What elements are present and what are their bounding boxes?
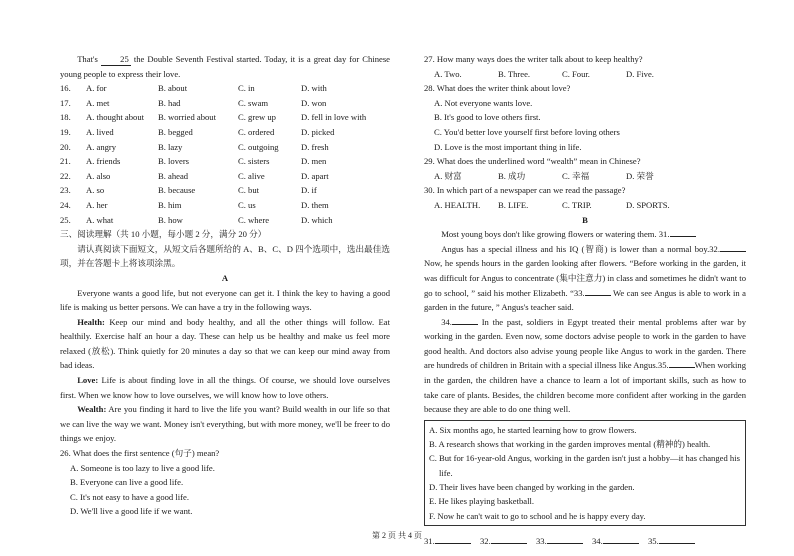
- cloze-option-row: 19. A. lived B. begged C. ordered D. picked: [60, 126, 335, 137]
- box-option: E. He likes playing basketball.: [429, 496, 535, 507]
- question-27-stem: 27. How many ways does the writer talk about to keep healthy?: [424, 54, 643, 64]
- sentence-options-box: [424, 420, 746, 526]
- cloze-option-row: 17. A. met B. had C. swam D. won: [60, 97, 327, 108]
- cloze-option-row: 20. A. angry B. lazy C. outgoing D. fresh: [60, 141, 329, 152]
- question-26-stem: 26. What does the first sentence (句子) mean?: [60, 448, 220, 459]
- passage-a-paragraph: Love: Life is about finding love in all the things. Of course, we should love ourselves first. When we know how to love ourselves, we will know how to love others.: [60, 375, 390, 400]
- cloze-option-row: 25. A. what B. how C. where D. which: [60, 214, 333, 225]
- question-30-stem: 30. In which part of a newspaper can we read the passage?: [424, 185, 626, 196]
- cloze-option-row: 16. A. for B. about C. in D. with: [60, 83, 327, 94]
- section-heading: 三、阅读理解（共 10 小题，每小题 2 分，满分 20 分）: [60, 229, 267, 240]
- box-option: C. But for 16-year-old Angus, working in the garden isn't just a hobby—it has changed his life.: [429, 453, 740, 478]
- question-28-option: C. You'd better love yourself first before loving others: [434, 126, 620, 137]
- section-instruction: 请认真阅读下面短文，从短文后各题所给的 A、B、C、D 四个选项中，选出最佳选项，并在答题卡上将该项涂黑。: [60, 243, 390, 269]
- passage-a-paragraph: Wealth: Are you finding it hard to live the life you want? Build wealth in our life so that we can live the way we want. Money isn't everything, but with more money, we'll be freer to do things we enjoy.: [60, 404, 390, 444]
- answer-blank-33: [585, 295, 611, 296]
- cloze-tail: That's 25 the Double Seventh Festival started. Today, it is a great day for Chinese young people to express their love.: [60, 54, 390, 79]
- box-option: F. Now he can't wait to go to school and he is happy every day.: [429, 510, 646, 521]
- cloze-option-row: 22. A. also B. ahead C. alive D. apart: [60, 170, 329, 181]
- cloze-option-row: 18. A. thought about B. worried about C. grew up D. fell in love with: [60, 112, 367, 123]
- answer-blank-34: [452, 324, 478, 325]
- question-26-option: D. We'll live a good life if we want.: [70, 506, 193, 517]
- cloze-option-row: 21. A. friends B. lovers C. sisters D. men: [60, 156, 327, 167]
- passage-a-label: A: [221, 272, 229, 283]
- question-26-option: C. It's not easy to have a good life.: [70, 491, 189, 502]
- answer-blank-32: [720, 251, 746, 252]
- question-26-option: A. Someone is too lazy to live a good life.: [70, 462, 215, 473]
- answer-slot: 32.: [480, 534, 536, 549]
- left-column: [60, 52, 390, 519]
- question-28-stem: 28. What does the writer think about love?: [424, 83, 571, 94]
- box-option: B. A research shows that working in the garden improves mental (精神的) health.: [429, 439, 711, 450]
- box-option: D. Their lives have been changed by working in the garden.: [429, 482, 635, 493]
- passage-a-paragraph: Everyone wants a good life, but not everyone can get it. I think the key to having a good life is making us better persons. We can have a try in the following ways.: [60, 287, 390, 313]
- question-29-stem: 29. What does the underlined word “wealth” mean in Chinese?: [424, 156, 641, 167]
- passage-b-paragraph: Most young boys don't like growing flowers or watering them. 31.: [424, 227, 746, 242]
- right-column: [424, 52, 746, 549]
- question-27-options: A. Two. B. Three. C. Four. D. Five.: [434, 68, 654, 79]
- question-26-option: B. Everyone can live a good life.: [70, 477, 184, 488]
- passage-a-paragraph: Health: Keep our mind and body healthy, and all the other things will follow. Eat healthily. Exercise half an hour a day. These can help us be healthy and make us feel more relaxed (放松). Think quietly for 20 minutes a day so that we can keep our mind away from bad ideas.: [60, 316, 390, 371]
- question-29-options: A. 财富 B. 成功 C. 幸福 D. 荣誉: [434, 170, 654, 181]
- question-28-option: A. Not everyone wants love.: [434, 97, 533, 108]
- answer-slot: 34.: [592, 534, 648, 549]
- answer-blank-35: [669, 367, 695, 368]
- passage-b-paragraph: Angus has a special illness and his IQ (智商) is lower than a normal boy.32.Now, he spends hours in the garden looking after flowers. “Before working in the garden, it was difficult for Angus to concentrate (集中注意力) in class and sometimes he didn't want to go to school, ” said his mother Elizabeth. “33. We can see Angus is able to work in a garden in the future, ” Angus's teacher said.: [424, 243, 746, 313]
- page-footer: 第 2 页 共 4 页: [372, 531, 422, 540]
- cloze-options-list: [60, 81, 390, 227]
- passage-b-paragraph: 34. In the past, soldiers in Egypt treated their mental problems after war by working in the garden. Even now, some doctors advise people to work in the garden to have good health. And doctors also advise young people like Angus to work in the garden. There are hundreds of children in Britain with a special illness like Angus.35. When working in the garden, the children have a chance to learn a lot of important skills, such as how to take care of plants. Besides, the children become more confident after working in the garden because they are able to do one thing well.: [424, 316, 746, 415]
- passage-b-label: B: [582, 214, 588, 225]
- question-28-option: B. It's good to love others first.: [434, 112, 541, 123]
- cloze-option-row: 23. A. so B. because C. but D. if: [60, 185, 317, 196]
- question-28-option: D. Love is the most important thing in life.: [434, 141, 582, 152]
- answer-blank-31: [670, 236, 696, 237]
- cloze-blank-25: 25: [101, 54, 131, 66]
- box-option: A. Six months ago, he started learning how to grow flowers.: [429, 424, 637, 435]
- answer-slot: 31.: [424, 534, 480, 549]
- cloze-option-row: 24. A. her B. him C. us D. them: [60, 199, 329, 210]
- answer-slot: 35.: [648, 534, 704, 549]
- question-30-options: A. HEALTH. B. LIFE. C. TRIP. D. SPORTS.: [434, 199, 670, 210]
- answer-slot: 33.: [536, 534, 592, 549]
